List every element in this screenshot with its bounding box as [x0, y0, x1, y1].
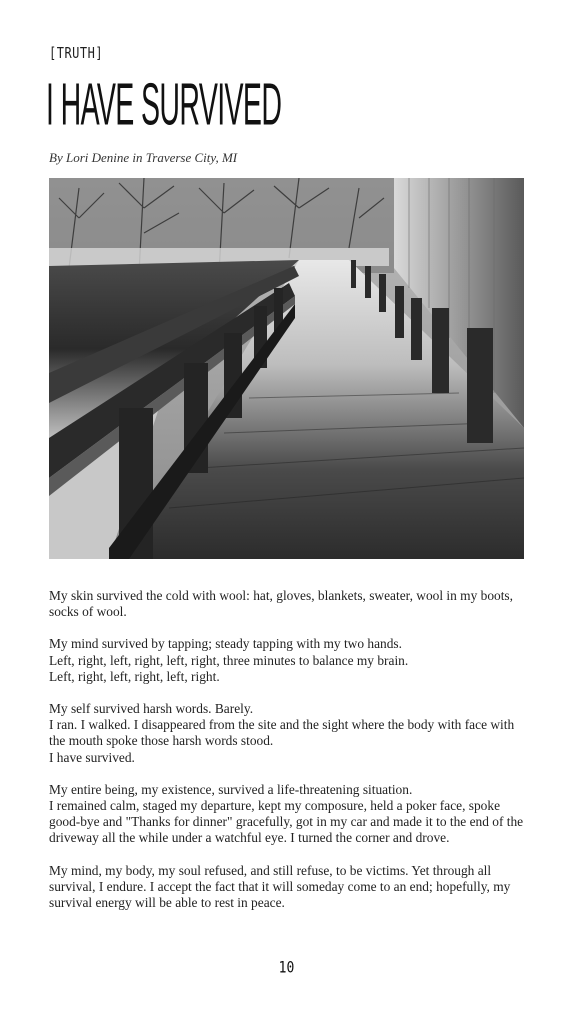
text-line: I remained calm, staged my departure, kept my composure, held a poker face, spoke [49, 798, 501, 814]
paragraph [49, 636, 529, 685]
page-number: 10 [278, 959, 295, 978]
text-line: socks of wool. [49, 604, 127, 620]
boardwalk-photo [49, 178, 524, 559]
paragraph [49, 782, 529, 847]
text-line: Left, right, left, right, left, right. [49, 668, 220, 684]
text-line: the mouth spoke those harsh words stood. [49, 733, 274, 749]
paragraph [49, 701, 529, 766]
text-line: My mind survived by tapping; steady tapping with my two hands. [49, 636, 402, 652]
text-line: survival energy will be able to rest in peace. [49, 895, 285, 911]
article-title: I HAVE SURVIVED [46, 70, 282, 138]
text-line: good-bye and "Thanks for dinner" gracefully, got in my car and made it to the end of the [49, 814, 524, 830]
text-line: My self survived harsh words. Barely. [49, 701, 254, 717]
article-body [49, 588, 529, 927]
text-line: My entire being, my existence, survived a life-threatening situation. [49, 781, 413, 797]
text-line: I have survived. [49, 749, 135, 765]
text-line: Left, right, left, right, left, right, three minutes to balance my brain. [49, 652, 409, 668]
text-line: My mind, my body, my soul refused, and still refuse, to be victims. Yet through all [49, 862, 492, 878]
paragraph [49, 588, 529, 620]
text-line: I ran. I walked. I disappeared from the site and the sight where the body with face with [49, 717, 515, 733]
text-line: My skin survived the cold with wool: hat, gloves, blankets, sweater, wool in my boots, [49, 588, 513, 603]
paragraph [49, 863, 529, 912]
article-byline: By Lori Denine in Traverse City, MI [49, 150, 238, 165]
text-line: survival, I endure. I accept the fact that it will someday come to an end; hopefully, my [49, 878, 511, 894]
text-line: driveway all the while under a watchful eye. I turned the corner and drove. [49, 830, 450, 846]
section-tag: [TRUTH] [49, 44, 104, 62]
